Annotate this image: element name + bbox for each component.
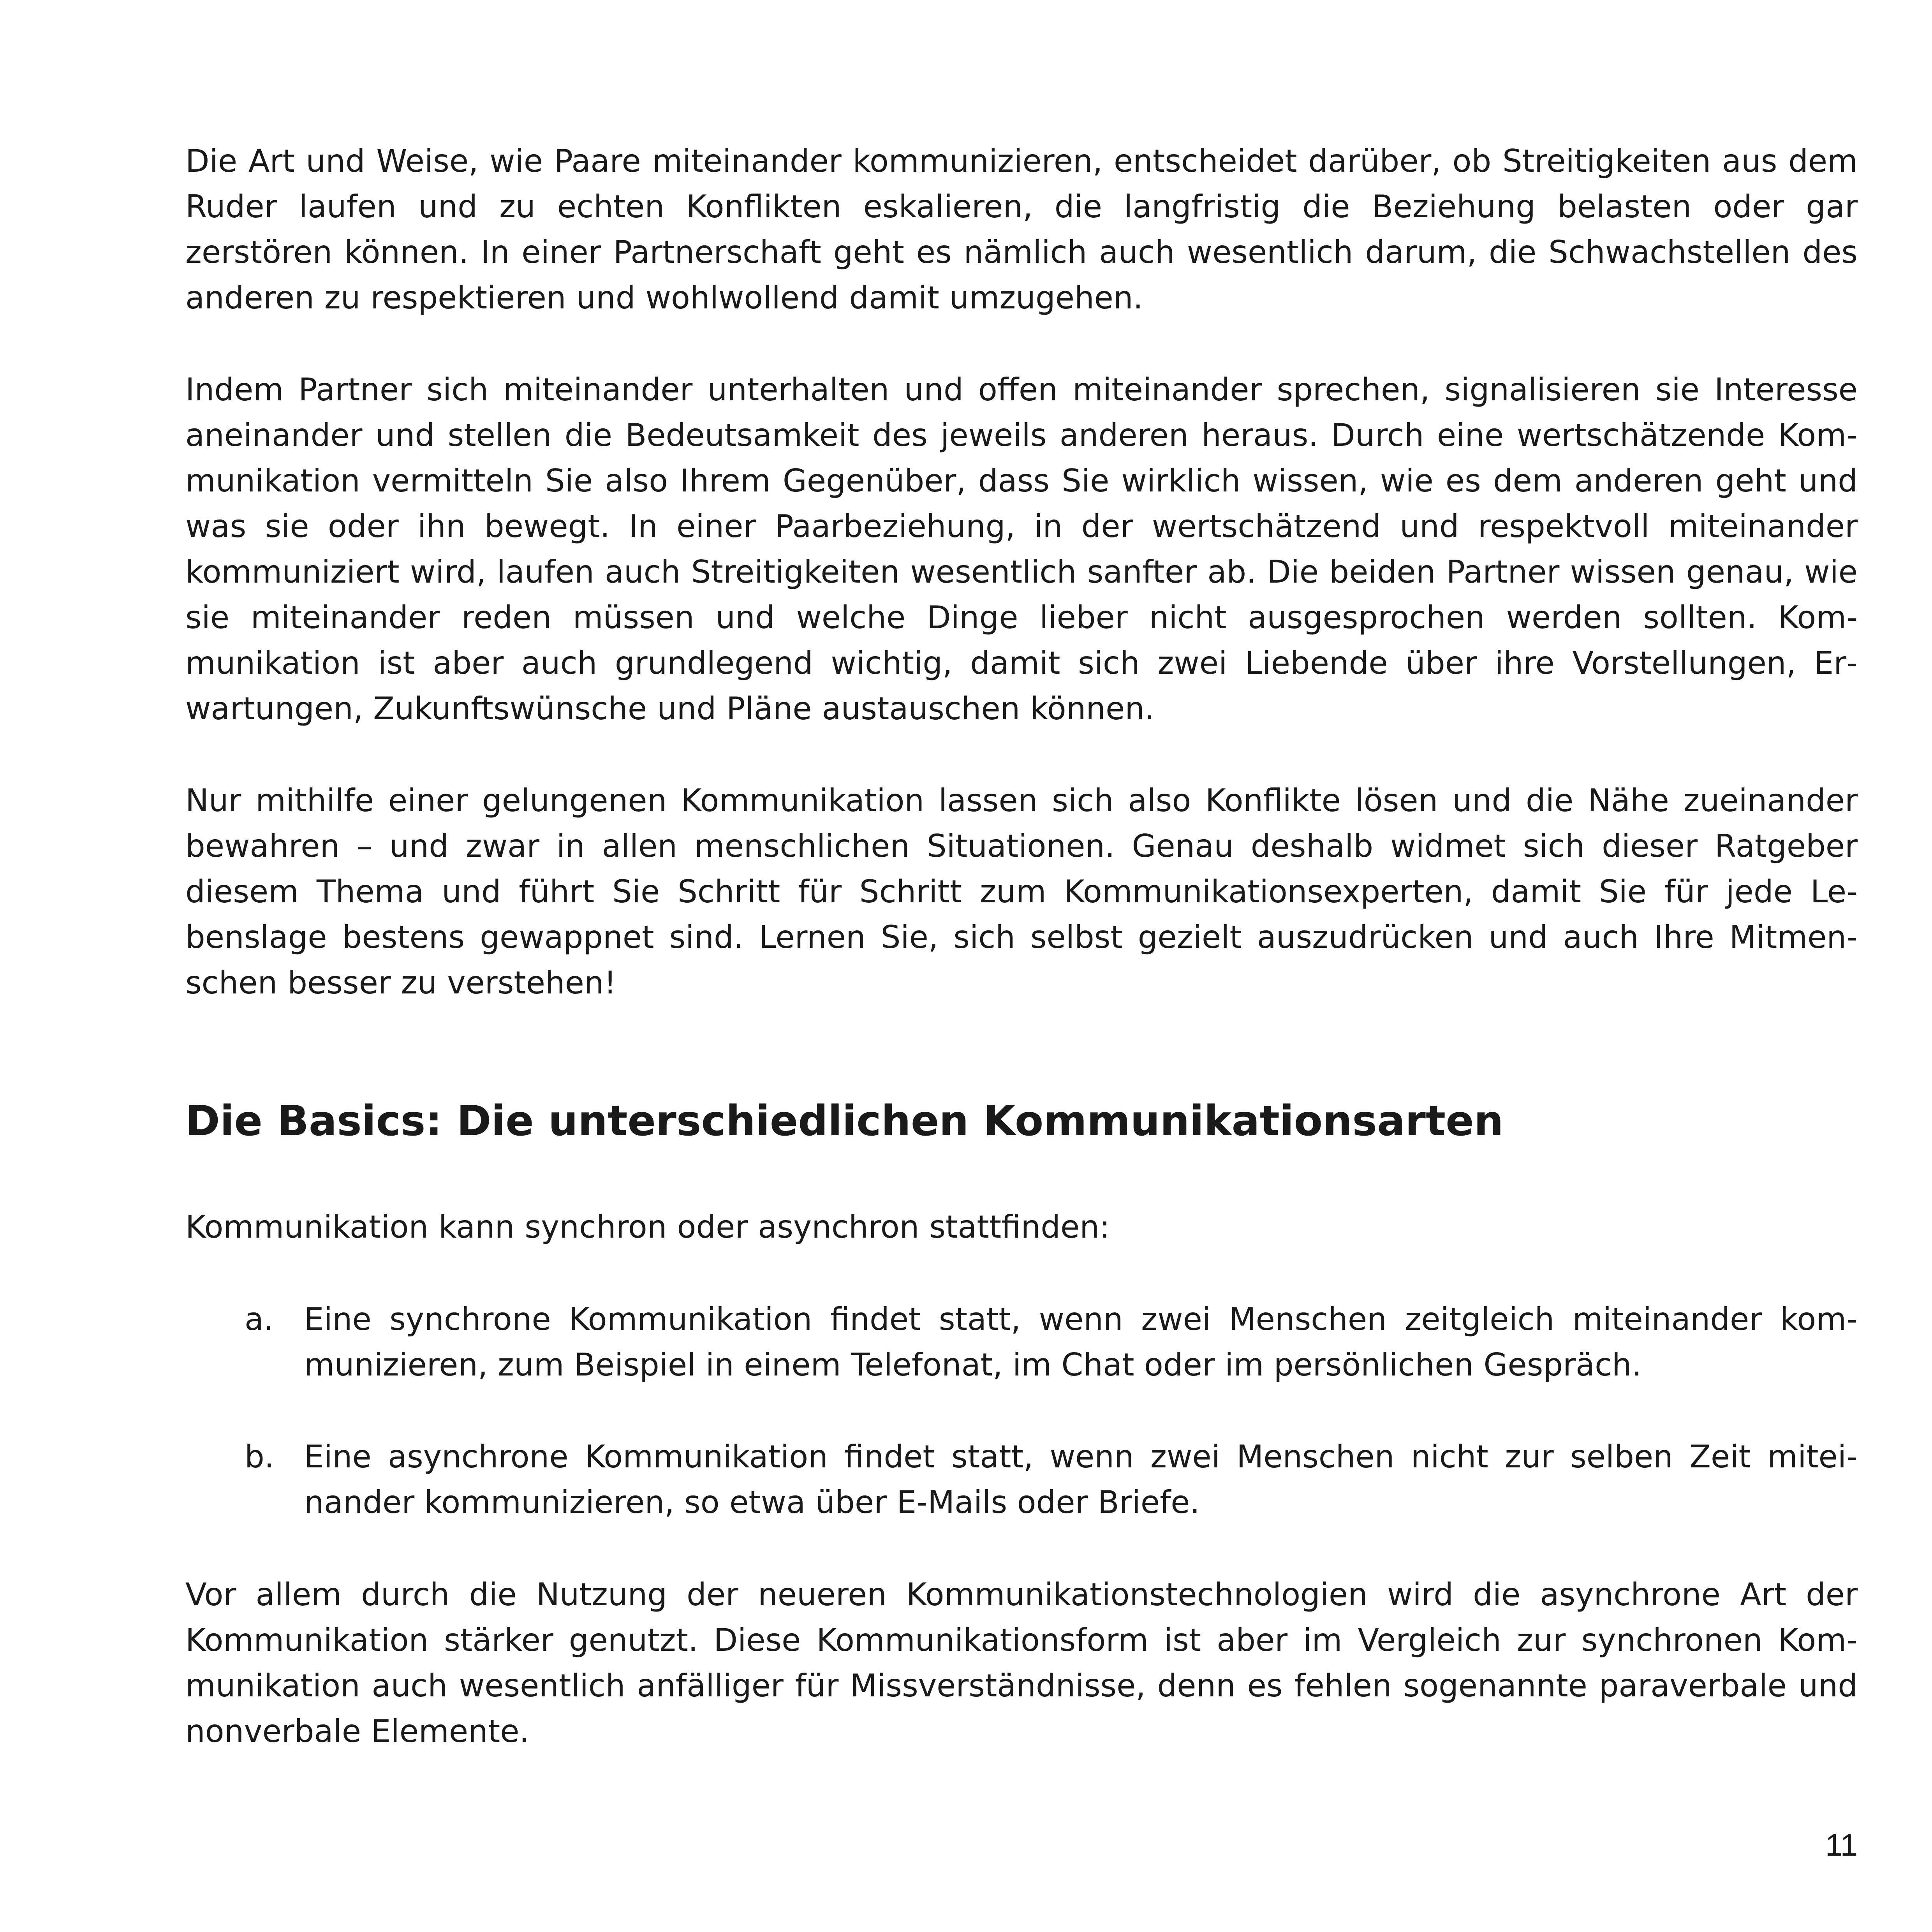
paragraph-closing: Vor allem durch die Nutzung der neueren Kommunikationstechnologien wird die asynchrone Art der Kommunikation stärker genutzt. Diese Kommunikationsform ist aber im Vergleich zur synchronen Kommunikation auch wesentlich anfälliger für Missverständnisse, denn es fehlen sogenannte paraverbale und nonverbale Elemente. xyxy=(185,1576,1858,1749)
list-marker: b. xyxy=(245,1439,275,1475)
paragraph-intro: Die Art und Weise, wie Paare miteinander kommunizieren, entscheidet darüber, ob Streitigkeiten aus dem Ruder laufen und zu echten Konflikten eskalieren, die langfristig die Beziehung belasten oder gar zerstören können. In einer Partnerschaft geht es nämlich auch wesentlich darum, die Schwachstellen des anderen zu respektieren und wohlwollend damit umzugehen. xyxy=(185,143,1858,316)
paragraph-guide-purpose: Nur mithilfe einer gelungenen Kommunikation lassen sich also Konflikte lösen und die Nähe zueinander bewahren – und zwar in allen menschlichen Situationen. Genau deshalb widmet sich dieser Ratgeber diesem Thema und führt Sie Schritt für Schritt zum Kommunikationsexperten, damit Sie für jede Lebenslage bestens gewappnet sind. Lernen Sie, sich selbst gezielt auszudrücken und auch Ihre Mitmenschen besser zu verstehen! xyxy=(185,782,1858,1001)
page-number: 11 xyxy=(1825,1828,1858,1862)
page-content xyxy=(185,138,1858,1754)
list-item-text: Eine asynchrone Kommunikation findet statt, wenn zwei Menschen nicht zur selben Zeit miteinander kommunizieren, so etwa über E-Mails oder Briefe. xyxy=(304,1439,1858,1520)
list-item-text: Eine synchrone Kommunikation findet statt, wenn zwei Menschen zeitgleich miteinander kommunizieren, zum Beispiel in einem Telefonat, im Chat oder im persönlichen Gespräch. xyxy=(304,1301,1858,1383)
paragraph-communication-partners: Indem Partner sich miteinander unterhalten und offen miteinander sprechen, signalisieren sie Interesse aneinander und stellen die Bedeutsamkeit des jeweils anderen heraus. Durch eine wertschätzende Kommunikation vermitteln Sie also Ihrem Gegenüber, dass Sie wirklich wissen, wie es dem anderen geht und was sie oder ihn bewegt. In einer Paarbeziehung, in der wertschätzend und respektvoll miteinander kommuniziert wird, laufen auch Streitigkeiten wesentlich sanfter ab. Die beiden Partner wissen genau, wie sie miteinander reden müssen und welche Dinge lieber nicht ausgesprochen werden sollten. Kommunikation ist aber auch grundlegend wichtig, damit sich zwei Liebende über ihre Vorstellungen, Erwartungen, Zukunftswünsche und Pläne austauschen können. xyxy=(185,372,1858,727)
communication-types-list xyxy=(185,1296,1858,1525)
list-item xyxy=(185,1434,1858,1525)
section-intro: Kommunikation kann synchron oder asynchron stattfinden: xyxy=(185,1209,1110,1245)
section-heading: Die Basics: Die unterschiedlichen Kommunikationsarten xyxy=(185,1097,1504,1145)
list-marker: a. xyxy=(245,1301,274,1337)
list-item xyxy=(185,1296,1858,1388)
